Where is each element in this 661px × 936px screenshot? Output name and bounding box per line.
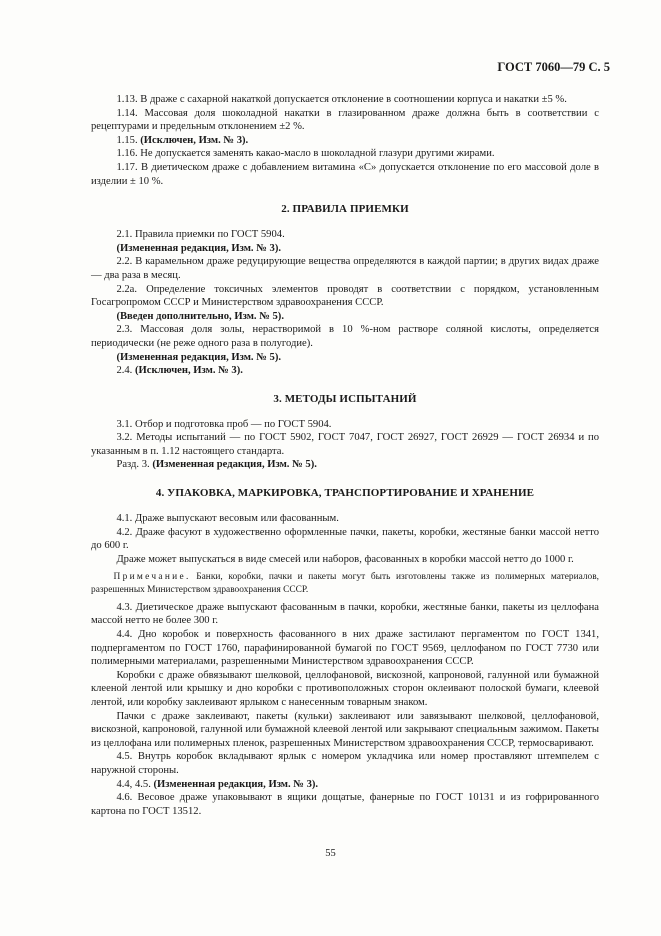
paragraph: 4.6. Весовое драже упаковывают в ящики дощатые, фанерные по ГОСТ 10131 и из гофрированного картона по ГОСТ 13512. <box>91 792 599 817</box>
section-heading: 4. УПАКОВКА, МАРКИРОВКА, ТРАНСПОРТИРОВАНИЕ И ХРАНЕНИЕ <box>155 487 535 500</box>
document-body <box>91 93 599 818</box>
paragraph: 2.2. В карамельном драже редуцирующие вещества определяются в каждой партии; в других видах драже — два раза в месяц. <box>91 256 599 281</box>
paragraph: 4.1. Драже выпускают весовым или фасованным. <box>116 513 339 525</box>
note-text: Банки, коробки, пачки и пакеты могут быть изготовлены также из полимерных материалов, разрешенных Министерством здравоохранения СССР. <box>91 572 599 595</box>
amendment-note: (Измененная редакция, Изм. № 3). <box>116 242 281 254</box>
paragraph: 2.2а. Определение токсичных элементов проводят в соответствии с порядком, установленным Госагропромом СССР и Министерством здравоохранения СССР. <box>91 283 599 309</box>
paragraph-text: 4.4, 4.5. <box>116 778 154 790</box>
paragraph: Коробки с драже обвязывают шелковой, целлофановой, вискозной, капроновой, галунной или бумажной клееной лентой или крышку и дно коробки с противоположных сторон оклеивают полоской бумаги, клеевой лентой, или коробку заклеивают ярлыком с нанесенным товарным знаком. <box>91 669 599 708</box>
paragraph: 3.2. Методы испытаний — по ГОСТ 5902, ГОСТ 7047, ГОСТ 26927, ГОСТ 26929 — ГОСТ 26934 и по указанным в п. 1.12 настоящего стандарта. <box>91 432 599 457</box>
amendment-note: (Измененная редакция, Изм. № 3). <box>153 778 319 790</box>
amendment-note: (Введен дополнительно, Изм. № 5). <box>116 310 284 322</box>
paragraph: 3.1. Отбор и подготовка проб — по ГОСТ 5904. <box>116 418 332 430</box>
paragraph <box>91 778 599 792</box>
amendment-note: (Измененная редакция, Изм. № 5). <box>116 351 281 363</box>
paragraph: 2.1. Правила приемки по ГОСТ 5904. <box>116 229 285 241</box>
paragraph: 4.4. Дно коробок и поверхность фасованного в них драже застилают пергаментом по ГОСТ 1341, подпергаментом по ГОСТ 1760, парафинированной бумагой по ГОСТ 9569, целлофаном по ГОСТ 7730 или полимерными материалами, разрешенными Министерством здравоохранения СССР. <box>91 629 599 668</box>
paragraph <box>91 458 599 472</box>
paragraph: Драже может выпускаться в виде смесей или наборов, фасованных в коробки массой нетто до 1000 г. <box>116 553 574 565</box>
page-header: ГОСТ 7060—79 С. 5 <box>497 60 610 74</box>
paragraph: 1.14. Массовая доля шоколадной накатки в глазированном драже должна быть в соответствии с рецептурами и предельным отклонением ±2 %. <box>91 107 599 133</box>
paragraph: 1.16. Не допускается заменять какао-масло в шоколадной глазури другими жирами. <box>116 148 495 160</box>
paragraph: 4.5. Внутрь коробок вкладывают ярлык с номером укладчика или номер проставляют штемпелем с наружной стороны. <box>91 751 599 776</box>
page-number: 55 <box>325 848 336 859</box>
section-heading: 3. МЕТОДЫ ИСПЫТАНИЙ <box>273 392 417 405</box>
amendment-note: (Исключен, Изм. № 3). <box>134 365 243 377</box>
paragraph: 4.2. Драже фасуют в художественно оформленные пачки, пакеты, коробки, жестяные банки массой нетто до 600 г. <box>91 526 599 552</box>
amendment-note: (Измененная редакция, Изм. № 5). <box>152 459 317 471</box>
section-heading: 2. ПРАВИЛА ПРИЕМКИ <box>281 203 409 216</box>
paragraph-text: Разд. 3. <box>116 459 153 471</box>
paragraph: 1.13. В драже с сахарной накаткой допускается отклонение в соотношении корпуса и накатки ±5 %. <box>116 94 567 105</box>
paragraph-text: 2.4. <box>116 365 135 377</box>
note-paragraph <box>91 571 599 595</box>
paragraph: 1.17. В диетическом драже с добавлением витамина «С» допускается отклонение по его массовой доле в изделии ± 10 %. <box>91 161 599 187</box>
paragraph <box>91 364 599 378</box>
note-label: Примечание. <box>113 572 191 583</box>
paragraph: 4.3. Диетическое драже выпускают фасованным в пачки, коробки, жестяные банки, пакеты из целлофана массой нетто не более 300 г. <box>91 601 599 627</box>
paragraph: Пачки с драже заклеивают, пакеты (кульки) заклеивают или завязывают шелковой, целлофановой, вискозной, капроновой, галунной или бумажной клеевой лентой или закрывают специальным зажимом. Пакеты из целлофана или полимерных пленок, разрешенных Министерством здравоохранения СССР, термосваривают. <box>91 710 599 749</box>
amendment-note: (Исключен, Изм. № 3). <box>140 134 249 146</box>
paragraph: 2.3. Массовая доля золы, нерастворимой в 10 %-ном растворе соляной кислоты, определяется периодически (не реже одного раза в полугодие). <box>91 324 599 349</box>
paragraph <box>91 134 599 148</box>
paragraph-text: 1.15. <box>116 134 141 146</box>
